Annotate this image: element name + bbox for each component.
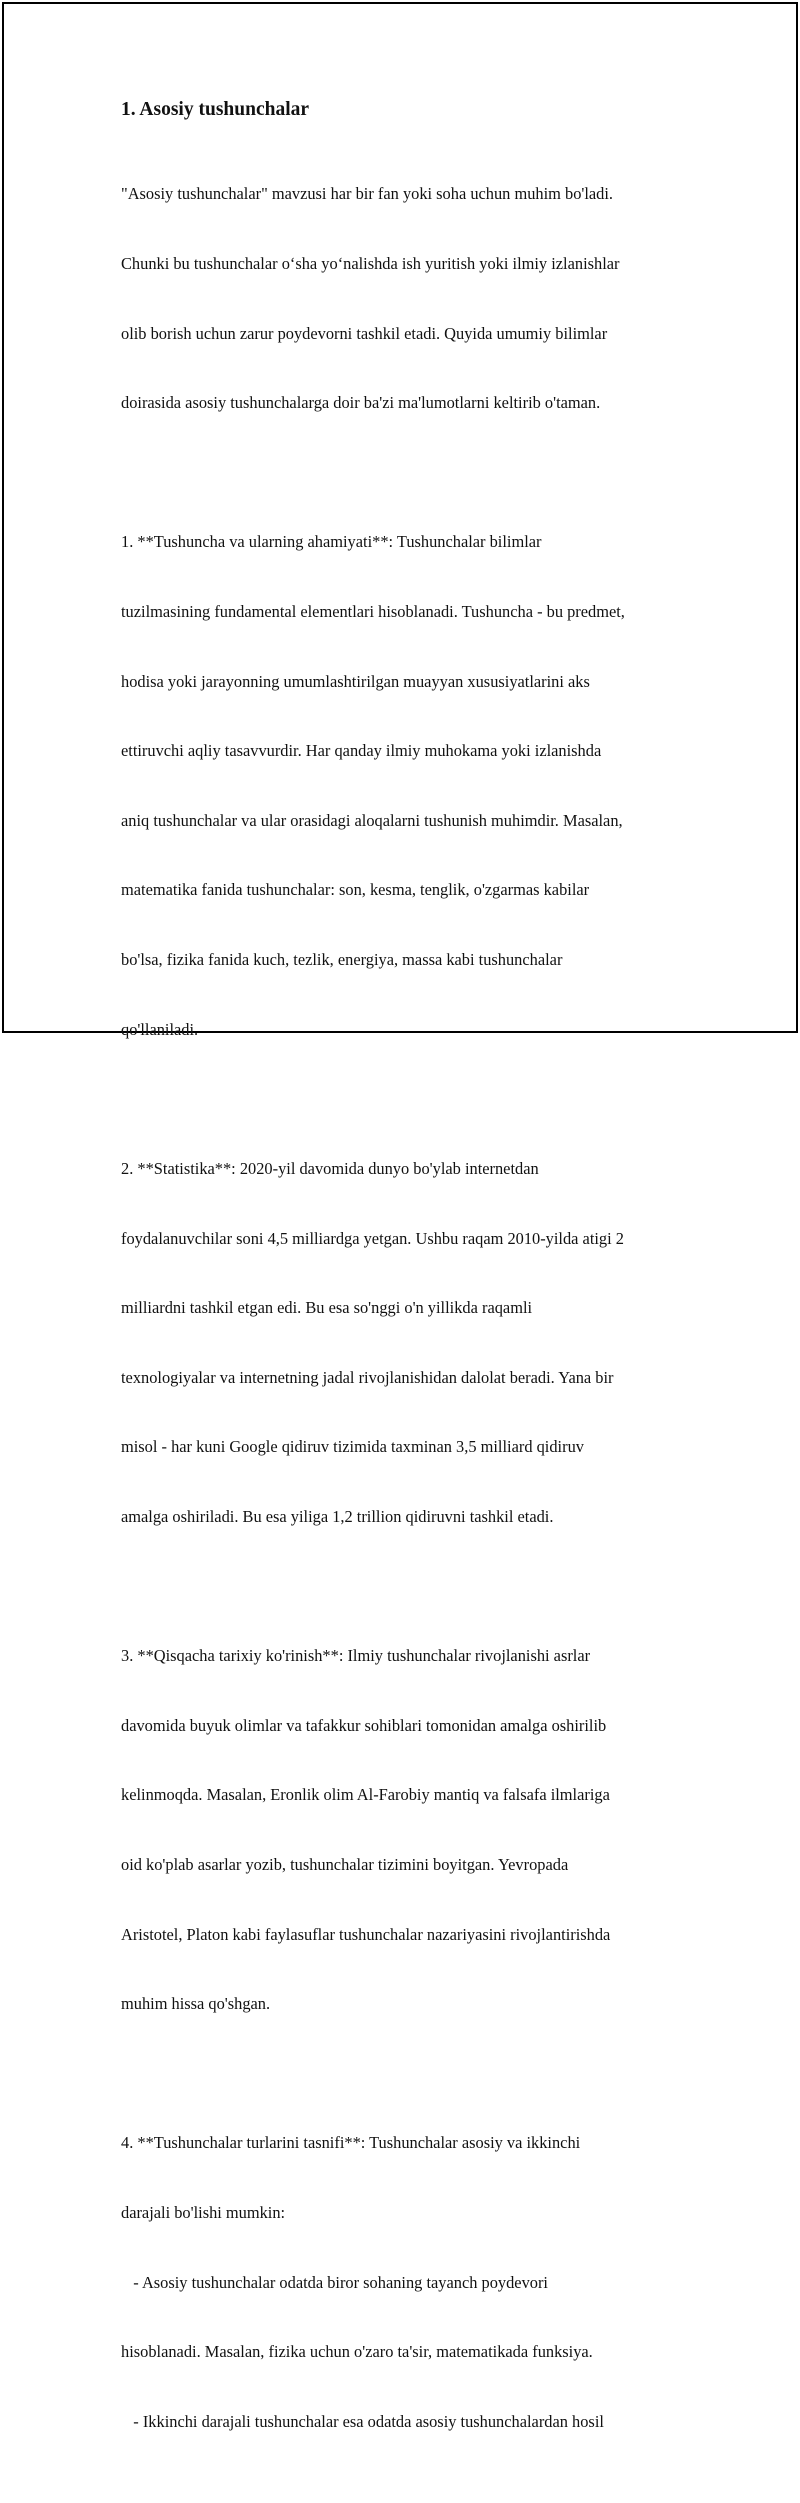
document-body [121,96,701,2503]
text-line: qo'llaniladi. [121,1019,199,1039]
text-line: Aristotel, Platon kabi faylasuflar tushunchalar nazariyasini rivojlantirishda [121,1924,611,1944]
paragraph-history [121,1598,701,2062]
text-line: ettiruvchi aqliy tasavvurdir. Har qanday ilmiy muhokama yoki izlanishda [121,741,602,761]
text-line: davomida buyuk olimlar va tafakkur sohiblari tomonidan amalga oshirilib [121,1715,607,1735]
text-line: darajali bo'lishi mumkin: [121,2203,286,2223]
text-line: doirasida asosiy tushunchalarga doir ba'zi ma'lumotlarni keltirib o'taman. [121,393,601,413]
text-line: hisoblanadi. Masalan, fizika uchun o'zaro ta'sir, matematikada funksiya. [121,2342,593,2362]
text-line: 2. **Statistika**: 2020-yil davomida dunyo bo'ylab internetdan [121,1158,539,1178]
list-item: - Ikkinchi darajali tushunchalar esa odatda asosiy tushunchalardan hosil [121,2411,604,2431]
text-line: oid ko'plab asarlar yozib, tushunchalar tizimini boyitgan. Yevropada [121,1854,569,1874]
text-line: aniq tushunchalar va ular orasidagi aloqalarni tushunish muhimdir. Masalan, [121,810,623,830]
text-line: olib borish uchun zarur poydevorni tashkil etadi. Quyida umumiy bilimlar [121,323,608,343]
text-line: amalga oshiriladi. Bu esa yiliga 1,2 trillion qidiruvni tashkil etadi. [121,1506,554,1526]
text-line: matematika fanida tushunchalar: son, kesma, tenglik, o'zgarmas kabilar [121,880,590,900]
text-line: misol - har kuni Google qidiruv tizimida taxminan 3,5 milliard qidiruv [121,1437,584,1457]
text-line: texnologiyalar va internetning jadal rivojlanishidan dalolat beradi. Yana bir [121,1367,614,1387]
text-line: kelinmoqda. Masalan, Eronlik olim Al-Farobiy mantiq va falsafa ilmlariga [121,1785,610,1805]
page-frame [2,2,798,2431]
text-line: bo'lsa, fizika fanida kuch, tezlik, energiya, massa kabi tushunchalar [121,950,563,970]
paragraph-concepts-importance [121,484,701,1087]
text-line: 4. **Tushunchalar turlarini tasnifi**: Tushunchalar asosiy va ikkinchi [121,2133,581,2153]
text-line: foydalanuvchilar soni 4,5 milliardga yetgan. Ushbu raqam 2010-yilda atigi 2 [121,1228,624,1248]
text-line: muhim hissa qo'shgan. [121,1994,271,2014]
text-line: Chunki bu tushunchalar o‘sha yo‘nalishda ish yuritish yoki ilmiy izlanishlar [121,254,620,274]
section-heading: 1. Asosiy tushunchalar [121,99,310,120]
text-line: milliardni tashkil etgan edi. Bu esa so'nggi o'n yillikda raqamli [121,1298,533,1318]
text-line: 1. **Tushuncha va ularning ahamiyati**: Tushunchalar bilimlar [121,532,542,552]
text-line: hodisa yoki jarayonning umumlashtirilgan muayyan xususiyatlarini aks [121,671,590,691]
text-line: "Asosiy tushunchalar" mavzusi har bir fan yoki soha uchun muhim bo'ladi. [121,184,614,204]
paragraph-intro [121,136,701,461]
paragraph-classification [121,2085,701,2479]
paragraph-statistics [121,1111,701,1575]
text-line: tuzilmasining fundamental elementlari hisoblanadi. Tushuncha - bu predmet, [121,602,625,622]
text-line: 3. **Qisqacha tarixiy ko'rinish**: Ilmiy tushunchalar rivojlanishi asrlar [121,1646,591,1666]
list-item: - Asosiy tushunchalar odatda biror sohaning tayanch poydevori [121,2272,548,2292]
